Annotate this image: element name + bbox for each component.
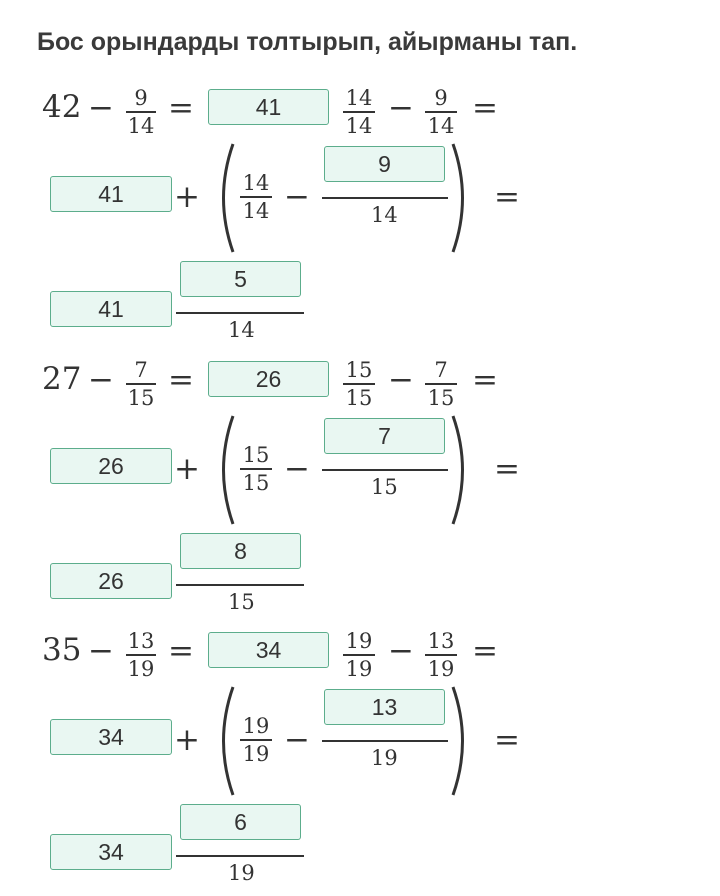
- equals-sign: =: [472, 362, 498, 398]
- fraction-numerator: 15: [345, 358, 373, 382]
- minus-sign: −: [88, 90, 114, 126]
- minus-sign: −: [284, 179, 310, 215]
- problem-1: [0, 0, 720, 342]
- fraction-bar: [176, 855, 304, 857]
- fraction-bar: [322, 197, 448, 199]
- whole-number: 42: [42, 89, 82, 125]
- fraction-denominator: 15: [345, 385, 373, 410]
- fraction-bar: [322, 740, 448, 742]
- numerator-input[interactable]: 7: [324, 418, 445, 454]
- whole-number: 35: [42, 632, 82, 668]
- problem-2: [0, 272, 720, 614]
- minus-sign: −: [388, 633, 414, 669]
- fraction-numerator: 13: [427, 629, 455, 653]
- right-parenthesis: [450, 414, 474, 526]
- equals-sign: =: [168, 362, 194, 398]
- fraction-numerator: 19: [345, 629, 373, 653]
- equals-sign: =: [472, 633, 498, 669]
- fraction-denominator: 15: [127, 385, 155, 410]
- unit-fraction: [240, 173, 272, 222]
- fraction-denominator: 14: [345, 113, 373, 138]
- result-whole-input[interactable]: 41: [50, 291, 172, 327]
- plus-sign: +: [174, 451, 200, 487]
- fraction-bar: [322, 469, 448, 471]
- whole-part-input[interactable]: 34: [50, 719, 172, 755]
- fraction-numerator: 13: [127, 629, 155, 653]
- answer-whole-input[interactable]: 41: [208, 89, 329, 125]
- fraction-denominator: 14: [242, 198, 270, 223]
- unit-fraction: [240, 445, 272, 494]
- fraction-numerator: 9: [434, 86, 448, 110]
- equals-sign: =: [168, 90, 194, 126]
- minus-sign: −: [388, 362, 414, 398]
- equals-sign: =: [494, 179, 520, 215]
- equals-sign: =: [472, 90, 498, 126]
- result-numerator-input[interactable]: 5: [180, 261, 301, 297]
- right-parenthesis: [450, 142, 474, 254]
- problem-3: [0, 543, 720, 885]
- fraction-denominator: 19: [127, 656, 155, 681]
- fraction-numerator: 14: [242, 171, 270, 195]
- numerator-input[interactable]: 9: [324, 146, 445, 182]
- fraction-denominator: 19: [228, 861, 255, 885]
- fraction-denominator: 19: [242, 741, 270, 766]
- minus-sign: −: [284, 451, 310, 487]
- subtrahend-fraction: [126, 360, 156, 409]
- right-parenthesis: [450, 685, 474, 797]
- unit-fraction: [343, 631, 375, 680]
- result-numerator-input[interactable]: 6: [180, 804, 301, 840]
- minus-sign: −: [88, 362, 114, 398]
- fraction-denominator: 14: [371, 203, 398, 227]
- fraction-numerator: 14: [345, 86, 373, 110]
- fraction-denominator: 14: [228, 318, 255, 342]
- fraction-denominator: 19: [427, 656, 455, 681]
- fraction-numerator: 15: [242, 443, 270, 467]
- minus-sign: −: [388, 90, 414, 126]
- left-parenthesis: [212, 685, 236, 797]
- fraction-denominator: 15: [228, 590, 255, 614]
- fraction-numerator: 9: [134, 86, 148, 110]
- task-title: Бос орындарды толтырып, айырманы тап.: [37, 28, 578, 56]
- minus-sign: −: [88, 633, 114, 669]
- equals-sign: =: [494, 451, 520, 487]
- fraction-denominator: 14: [127, 113, 155, 138]
- answer-whole-input[interactable]: 34: [208, 632, 329, 668]
- subtrahend-fraction: [425, 631, 457, 680]
- whole-part-input[interactable]: 26: [50, 448, 172, 484]
- fraction-denominator: 19: [371, 746, 398, 770]
- result-whole-input[interactable]: 26: [50, 563, 172, 599]
- fraction-denominator: 19: [345, 656, 373, 681]
- result-whole-input[interactable]: 34: [50, 834, 172, 870]
- subtrahend-fraction: [126, 631, 156, 680]
- plus-sign: +: [174, 722, 200, 758]
- plus-sign: +: [174, 179, 200, 215]
- fraction-denominator: 15: [242, 470, 270, 495]
- left-parenthesis: [212, 414, 236, 526]
- fraction-numerator: 7: [434, 358, 448, 382]
- fraction-numerator: 7: [134, 358, 148, 382]
- whole-number: 27: [42, 361, 82, 397]
- answer-whole-input[interactable]: 26: [208, 361, 329, 397]
- equals-sign: =: [494, 722, 520, 758]
- unit-fraction: [343, 360, 375, 409]
- equals-sign: =: [168, 633, 194, 669]
- subtrahend-fraction: [425, 360, 457, 409]
- fraction-numerator: 19: [242, 714, 270, 738]
- fraction-denominator: 15: [371, 475, 398, 499]
- result-numerator-input[interactable]: 8: [180, 533, 301, 569]
- unit-fraction: [240, 716, 272, 765]
- left-parenthesis: [212, 142, 236, 254]
- numerator-input[interactable]: 13: [324, 689, 445, 725]
- subtrahend-fraction: [425, 88, 457, 137]
- whole-part-input[interactable]: 41: [50, 176, 172, 212]
- subtrahend-fraction: [126, 88, 156, 137]
- minus-sign: −: [284, 722, 310, 758]
- unit-fraction: [343, 88, 375, 137]
- fraction-denominator: 15: [427, 385, 455, 410]
- fraction-denominator: 14: [427, 113, 455, 138]
